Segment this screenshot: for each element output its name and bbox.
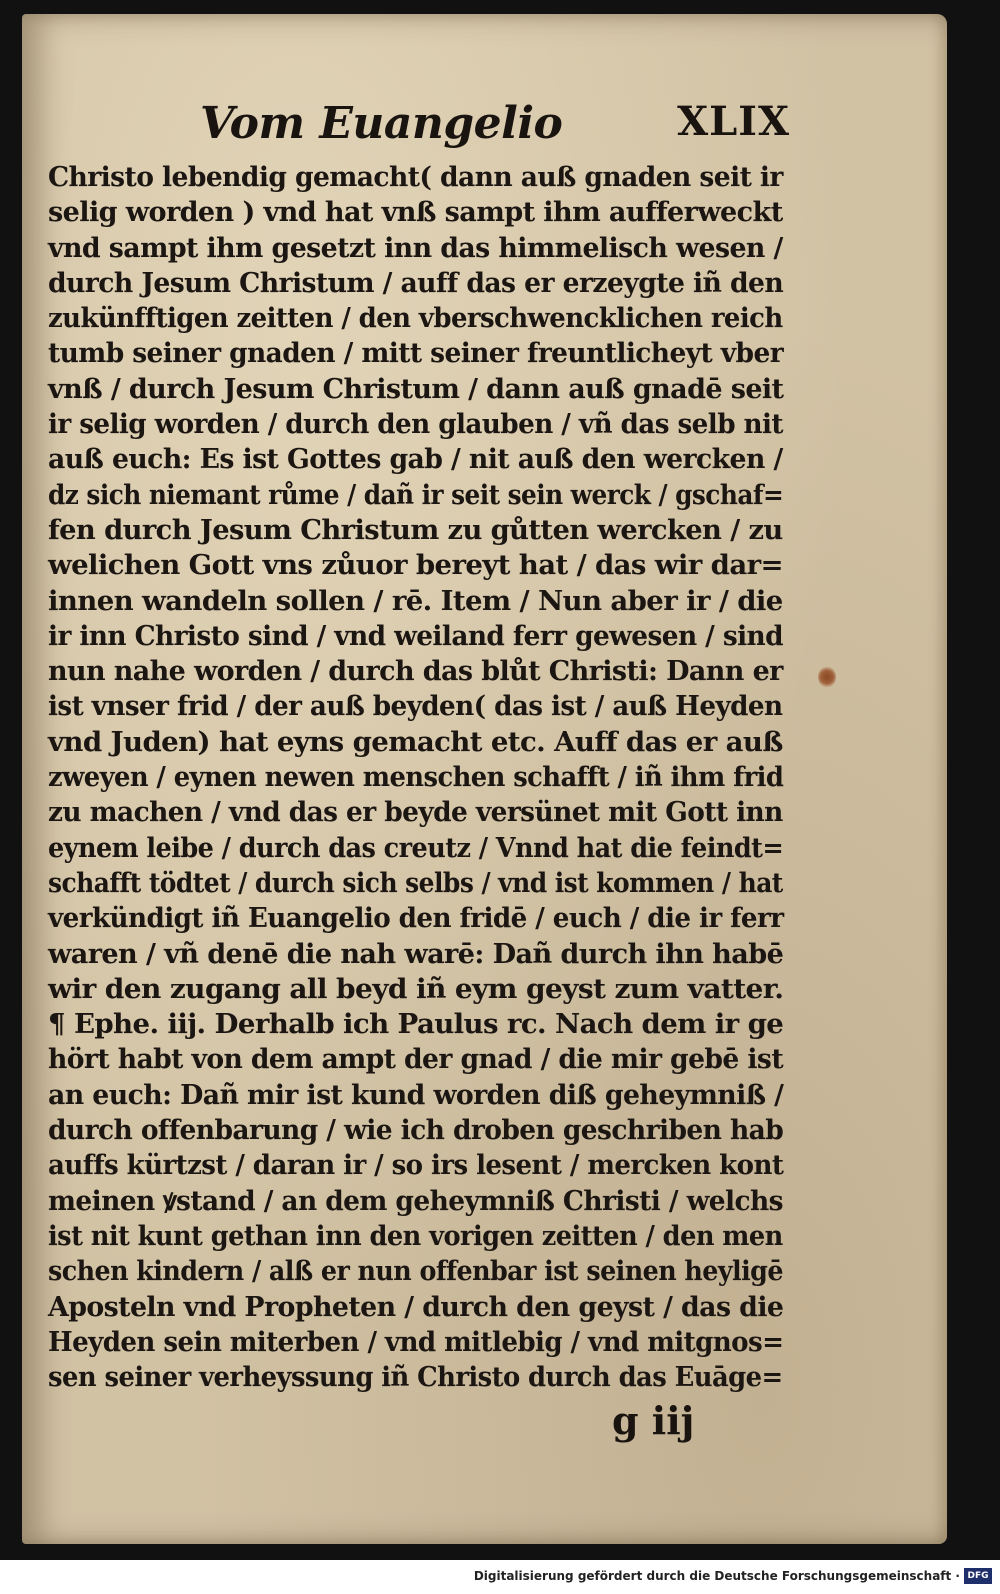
text-line: Heyden sein miterben / vnd mitlebig / vnd mitgnos= [48, 1326, 784, 1358]
text-line: vnd Juden) hat eyns gemacht etc. Auff das er auß [48, 726, 783, 758]
text-line: ir selig worden / durch den glauben / vñ das selb nit [48, 409, 783, 441]
page-header [200, 98, 790, 158]
text-line: wir den zugang all beyd iñ eym geyst zum vatter. [48, 973, 784, 1005]
dfg-logo: DFG [964, 1568, 992, 1584]
credit-bar [0, 1560, 1000, 1594]
folio-number: XLIX [677, 98, 790, 145]
text-line: nun nahe worden / durch das blůt Christi: Dann er [48, 656, 783, 688]
text-line: vnd sampt ihm gesetzt inn das himmelisch wesen / [48, 232, 783, 264]
text-line: tumb seiner gnaden / mitt seiner freuntlicheyt vber [48, 338, 784, 370]
text-line: ist nit kunt gethan inn den vorigen zeitten / den men [48, 1220, 783, 1252]
text-line: schen kindern / alß er nun offenbar ist seinen heyligē [48, 1256, 783, 1288]
text-line: zu machen / vnd das er beyde versünet mit Gott inn [48, 797, 783, 829]
text-line: zukünfftigen zeitten / den vberschwencklichen reich [48, 303, 783, 335]
text-line: auffs kürtzst / daran ir / so irs lesent / mercken kont [48, 1150, 784, 1182]
text-line: ist vnser frid / der auß beyden( das ist / auß Heyden [48, 691, 783, 723]
text-line: schafft tödtet / durch sich selbs / vnd ist kommen / hat [48, 867, 783, 899]
text-line: vnß / durch Jesum Christum / dann auß gnadē seit [48, 373, 784, 405]
text-line: an euch: Dañ mir ist kund worden diß geheymniß / [48, 1079, 784, 1111]
running-title: Vom Euangelio [200, 98, 563, 149]
text-line: eynem leibe / durch das creutz / Vnnd hat die feindt= [48, 832, 784, 864]
text-block [48, 160, 788, 1395]
text-line: selig worden ) vnd hat vnß sampt ihm aufferweckt [48, 197, 783, 229]
text-line: auß euch: Es ist Gottes gab / nit auß den wercken / [48, 444, 783, 476]
text-line: meinen ꝟstand / an dem geheymniß Christi / welchs [48, 1185, 783, 1217]
text-line: innen wandeln sollen / rē. Item / Nun aber ir / die [48, 585, 783, 617]
text-line: durch Jesum Christum / auff das er erzeygte iñ den [48, 267, 784, 299]
text-line: verkündigt iñ Euangelio den fridē / euch / die ir ferr [48, 903, 784, 935]
funding-credit: Digitalisierung gefördert durch die Deutsche Forschungsgemeinschaft · [473, 1569, 960, 1583]
text-line: fen durch Jesum Christum zu gůtten wercken / zu [48, 514, 783, 546]
paper-stain [818, 666, 836, 688]
signature-mark: g iij [612, 1398, 695, 1443]
text-line: Christo lebendig gemacht( dann auß gnaden seit ir [48, 162, 783, 193]
text-line: ir inn Christo sind / vnd weiland ferr gewesen / sind [48, 620, 784, 652]
text-line: sen seiner verheyssung iñ Christo durch das Euāge= [48, 1362, 783, 1394]
text-line: zweyen / eynen newen menschen schafft / iñ ihm frid [48, 762, 784, 794]
text-line: durch offenbarung / wie ich droben geschriben hab [48, 1115, 784, 1147]
text-line: ¶ Ephe. iij. Derhalb ich Paulus rc. Nach dem ir ge [48, 1009, 784, 1041]
text-line: dz sich niemant růme / dañ ir seit sein werck / gschaf= [48, 479, 784, 511]
text-line: hört habt von dem ampt der gnad / die mir gebē ist [48, 1044, 784, 1076]
text-line: welichen Gott vns zůuor bereyt hat / das wir dar= [48, 550, 783, 582]
text-line: Aposteln vnd Propheten / durch den geyst / das die [48, 1291, 784, 1323]
text-line: waren / vñ denē die nah warē: Dañ durch ihn habē [48, 938, 784, 970]
